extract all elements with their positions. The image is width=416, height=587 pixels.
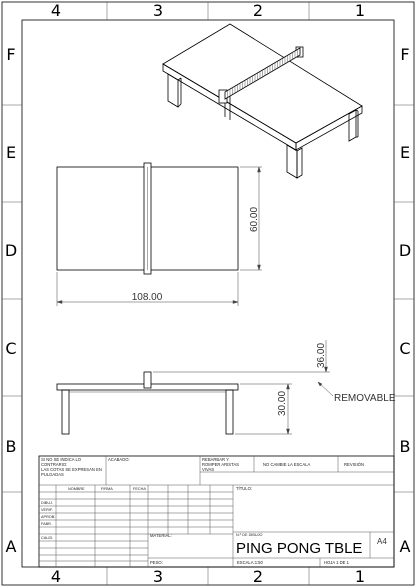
zone-col-4-bottom: 4 (50, 567, 62, 586)
zone-row-b-right: B (399, 437, 411, 456)
deburr-note-line-2: ROMPER ARISTAS (202, 462, 239, 467)
dim-length-top: 108.00 (131, 292, 163, 303)
sheet-size: A4 (377, 537, 387, 546)
dim-net-height: 36.00 (316, 342, 327, 368)
zone-row-d-left: D (4, 241, 18, 260)
no-scale-note: NO CAMBIE LA ESCALA (263, 462, 311, 467)
row-label-manufactured: FABR. (41, 522, 52, 526)
sheet-label: HOJA 1 DE 1 (324, 560, 349, 565)
deburr-note-line-3: VIVAS (202, 467, 215, 472)
isometric-view (163, 24, 362, 178)
zone-col-1-bottom: 1 (354, 567, 366, 586)
scale-label: ESCALA:1:50 (237, 560, 263, 565)
removable-note: REMOVABLE (334, 393, 396, 404)
zone-col-2-top: 2 (252, 1, 264, 20)
deburr-note-line-1: REBARBAR Y (202, 457, 229, 462)
zone-row-a-left: A (5, 537, 17, 556)
zone-row-c-right: C (399, 339, 411, 358)
removable-leader (318, 382, 333, 396)
title-block (39, 456, 394, 567)
zone-row-e-right: E (399, 143, 411, 162)
tolerance-note-line-1: SI NO SE INDICA LO (41, 457, 82, 462)
zone-col-3-top: 3 (152, 1, 164, 20)
row-label-quality: CALID. (41, 536, 54, 540)
row-label-checked: VERIF. (41, 508, 53, 512)
col-date-header: FECHA (133, 487, 146, 491)
material-label: MATERIAL: (150, 533, 172, 538)
zone-row-a-right: A (399, 537, 411, 556)
tolerance-note-line-2: CONTRARIO: (41, 462, 68, 467)
zone-col-2-bottom: 2 (252, 567, 264, 586)
drawing-no-label: N.º DE DIBUJO (236, 533, 263, 537)
zone-ticks (2, 2, 414, 585)
col-name-header: NOMBRE (68, 487, 85, 491)
dim-net-lines (153, 340, 330, 372)
finish-label: ACABADO: (108, 457, 130, 462)
drawing-title: PING PONG TBLE (236, 540, 363, 557)
zone-col-4-top: 4 (50, 1, 62, 20)
dim-width-top: 60.00 (249, 206, 260, 232)
zone-row-e-left: E (5, 143, 17, 162)
top-view (57, 163, 238, 274)
row-label-approved: APROB. (41, 515, 56, 519)
zone-col-1-top: 1 (354, 1, 366, 20)
title-label: TÍTULO: (236, 486, 253, 491)
zone-row-c-left: C (5, 339, 17, 358)
dim-table-height: 30.00 (277, 390, 288, 416)
sheet-outer-border (2, 2, 414, 585)
revision-label: REVISIÓN (344, 462, 365, 467)
zone-row-d-right: D (398, 241, 412, 260)
zone-col-3-bottom: 3 (152, 567, 164, 586)
tolerance-note-line-3: LAS COTAS SE EXPRESAN EN (41, 467, 102, 472)
zone-row-b-left: B (5, 437, 17, 456)
row-label-drawn: DIBUJ. (41, 501, 54, 505)
zone-row-f-right: F (400, 45, 410, 64)
tolerance-note-line-4: PULGADAS (41, 472, 64, 477)
zone-row-f-left: F (6, 45, 16, 64)
col-signature-header: FIRMA (101, 487, 113, 491)
side-view (57, 372, 238, 434)
weight-label: PESO: (150, 560, 163, 565)
